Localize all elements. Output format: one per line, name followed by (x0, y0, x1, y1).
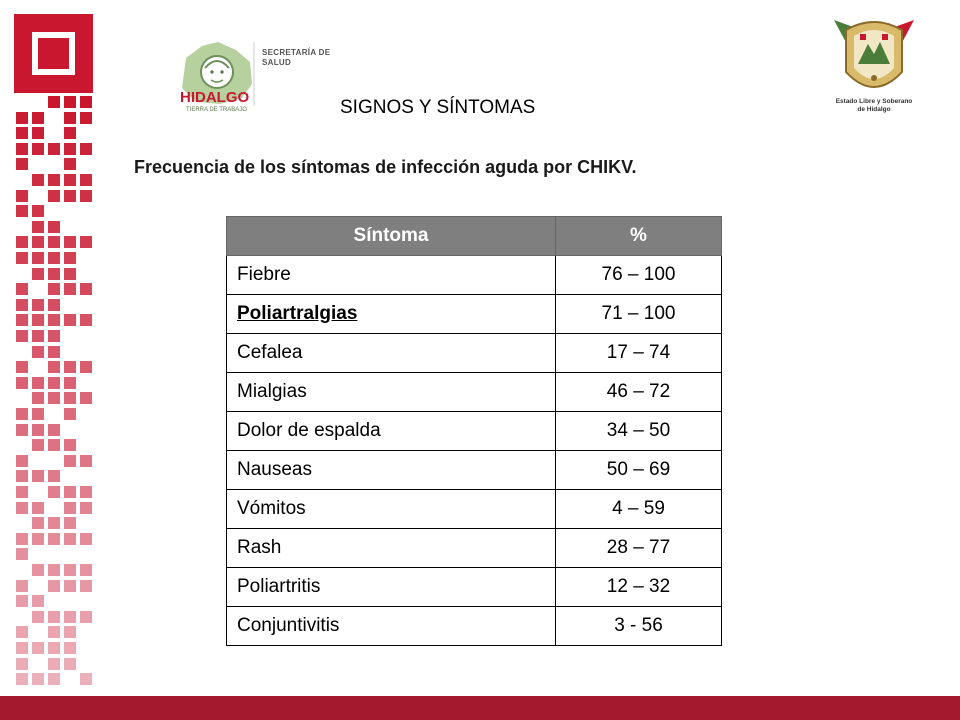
brand-square-core (43, 43, 64, 64)
table-row (227, 490, 722, 529)
mosaic-square (64, 190, 76, 202)
symptom-cell: Vómitos (227, 490, 556, 529)
mosaic-square (64, 408, 76, 420)
mosaic-square (48, 221, 60, 233)
mosaic-square (80, 361, 92, 373)
mosaic-square (64, 377, 76, 389)
mosaic-square (48, 252, 60, 264)
mosaic-square (16, 205, 28, 217)
mosaic-square (48, 658, 60, 670)
mosaic-square (48, 361, 60, 373)
mosaic-square (16, 486, 28, 498)
mosaic-square (32, 595, 44, 607)
mosaic-square (48, 143, 60, 155)
secretaria-line-2: SALUD (262, 58, 292, 67)
mosaic-square (48, 626, 60, 638)
mosaic-square (32, 642, 44, 654)
mosaic-square (80, 611, 92, 623)
mosaic-square (16, 455, 28, 467)
mosaic-square (32, 517, 44, 529)
mosaic-square (32, 346, 44, 358)
mosaic-square (32, 174, 44, 186)
mosaic-square (80, 190, 92, 202)
mosaic-square (16, 158, 28, 170)
mosaic-square (64, 127, 76, 139)
footer-bar (0, 696, 960, 720)
mosaic-square (16, 470, 28, 482)
mosaic-square (32, 611, 44, 623)
symptom-frequency-table (226, 216, 722, 646)
mosaic-square (64, 658, 76, 670)
mosaic-square (48, 268, 60, 280)
mosaic-square (32, 392, 44, 404)
table-row (227, 295, 722, 334)
mosaic-square (80, 314, 92, 326)
symptom-cell: Conjuntivitis (227, 607, 556, 646)
percent-range-cell: 50 – 69 (556, 451, 722, 490)
mosaic-square (16, 673, 28, 685)
percent-range-cell: 71 – 100 (556, 295, 722, 334)
coat-caption (818, 98, 930, 114)
table-row (227, 451, 722, 490)
mosaic-square (80, 533, 92, 545)
mosaic-square (64, 268, 76, 280)
mosaic-square (16, 314, 28, 326)
symptom-cell: Dolor de espalda (227, 412, 556, 451)
mosaic-square (64, 642, 76, 654)
mosaic-square (48, 533, 60, 545)
mosaic-square (48, 330, 60, 342)
mosaic-square (48, 190, 60, 202)
mosaic-square (32, 470, 44, 482)
mosaic-square (64, 283, 76, 295)
mosaic-square (64, 252, 76, 264)
mosaic-square (16, 548, 28, 560)
percent-range-cell: 28 – 77 (556, 529, 722, 568)
mosaic-square (48, 470, 60, 482)
coat-caption-line-1: Estado Libre y Soberano (835, 98, 913, 105)
symptom-cell: Poliartralgias (227, 295, 556, 334)
percent-range-cell: 17 – 74 (556, 334, 722, 373)
symptom-cell: Nauseas (227, 451, 556, 490)
mosaic-square (32, 143, 44, 155)
table-row (227, 412, 722, 451)
symptom-cell: Poliartritis (227, 568, 556, 607)
symptom-cell: Mialgias (227, 373, 556, 412)
coat-caption-line-2: de Hidalgo (857, 106, 891, 113)
mosaic-square (48, 424, 60, 436)
mosaic-square (80, 392, 92, 404)
page-title: SIGNOS Y SÍNTOMAS (340, 97, 536, 118)
symptom-cell: Rash (227, 529, 556, 568)
mosaic-square (16, 626, 28, 638)
mosaic-square (16, 642, 28, 654)
table-row (227, 568, 722, 607)
mosaic-square (48, 174, 60, 186)
mosaic-square (48, 236, 60, 248)
mosaic-square (32, 408, 44, 420)
mosaic-square (32, 127, 44, 139)
mosaic-square (16, 299, 28, 311)
mosaic-square (32, 564, 44, 576)
mosaic-square (80, 502, 92, 514)
mosaic-square (32, 673, 44, 685)
mosaic-square (48, 96, 60, 108)
mosaic-square (48, 673, 60, 685)
mosaic-square (32, 112, 44, 124)
percent-range-cell: 76 – 100 (556, 256, 722, 295)
mosaic-square (64, 517, 76, 529)
mosaic-square (64, 96, 76, 108)
mosaic-square (64, 236, 76, 248)
column-header-percent: % (556, 217, 722, 256)
mosaic-square (80, 486, 92, 498)
mosaic-square (80, 96, 92, 108)
mosaic-square (16, 127, 28, 139)
table-row (227, 373, 722, 412)
secretaria-label (262, 48, 330, 68)
symptom-cell: Fiebre (227, 256, 556, 295)
mosaic-square (64, 439, 76, 451)
mosaic-square (48, 346, 60, 358)
mosaic-square (16, 143, 28, 155)
mosaic-square (48, 486, 60, 498)
mosaic-square (80, 174, 92, 186)
mosaic-square (48, 517, 60, 529)
mosaic-square (64, 611, 76, 623)
mosaic-square (48, 314, 60, 326)
mosaic-square (32, 330, 44, 342)
percent-range-cell: 34 – 50 (556, 412, 722, 451)
mosaic-square (16, 283, 28, 295)
mosaic-square (16, 252, 28, 264)
mosaic-square (64, 143, 76, 155)
mosaic-square (16, 533, 28, 545)
mosaic-square (16, 424, 28, 436)
column-header-symptom: Síntoma (227, 217, 556, 256)
mosaic-square (80, 236, 92, 248)
percent-range-cell: 46 – 72 (556, 373, 722, 412)
table-row (227, 529, 722, 568)
mosaic-square (32, 252, 44, 264)
mosaic-square (64, 626, 76, 638)
mosaic-square (16, 658, 28, 670)
symptom-cell: Cefalea (227, 334, 556, 373)
mosaic-square (80, 283, 92, 295)
mosaic-square (16, 580, 28, 592)
percent-range-cell: 3 - 56 (556, 607, 722, 646)
mosaic-square (16, 236, 28, 248)
mosaic-square (48, 580, 60, 592)
mosaic-square (64, 502, 76, 514)
mosaic-square (64, 158, 76, 170)
mosaic-square (80, 112, 92, 124)
table-row (227, 607, 722, 646)
brand-square-logo (14, 14, 93, 93)
mosaic-square (80, 564, 92, 576)
mosaic-square (48, 439, 60, 451)
mosaic-square (32, 221, 44, 233)
mosaic-square (32, 268, 44, 280)
table-caption: Frecuencia de los síntomas de infección aguda por CHIKV. (134, 157, 637, 177)
mosaic-square (64, 314, 76, 326)
mosaic-square (64, 486, 76, 498)
mosaic-square (16, 361, 28, 373)
percent-range-cell: 12 – 32 (556, 568, 722, 607)
mosaic-square (16, 408, 28, 420)
mosaic-square (32, 314, 44, 326)
mosaic-square (48, 642, 60, 654)
mosaic-square (32, 424, 44, 436)
mosaic-square (64, 580, 76, 592)
mosaic-square (64, 533, 76, 545)
hidalgo-tagline-text: TIERRA DE TRABAJO (186, 107, 247, 113)
mosaic-square (48, 564, 60, 576)
mosaic-square (64, 455, 76, 467)
mosaic-square (80, 143, 92, 155)
mosaic-square (32, 439, 44, 451)
mosaic-square (64, 392, 76, 404)
mosaic-square (16, 595, 28, 607)
mosaic-square (16, 377, 28, 389)
mosaic-square (32, 502, 44, 514)
mosaic-square (16, 190, 28, 202)
mosaic-square (48, 611, 60, 623)
mosaic-square (64, 564, 76, 576)
mosaic-square (32, 236, 44, 248)
decorative-mosaic (0, 96, 100, 696)
mosaic-square (16, 502, 28, 514)
hidalgo-secretaria-logo (160, 32, 340, 116)
mosaic-square (32, 205, 44, 217)
mosaic-square (48, 377, 60, 389)
hidalgo-brand-text: HIDALGO (180, 89, 250, 106)
mosaic-square (64, 174, 76, 186)
table-row (227, 334, 722, 373)
mosaic-square (32, 299, 44, 311)
secretaria-line-1: SECRETARÍA DE (262, 48, 331, 57)
mosaic-square (32, 533, 44, 545)
mosaic-square (16, 112, 28, 124)
mosaic-square (48, 392, 60, 404)
table-header-row (227, 217, 722, 256)
mosaic-square (64, 361, 76, 373)
mosaic-square (80, 455, 92, 467)
percent-range-cell: 4 – 59 (556, 490, 722, 529)
mosaic-square (48, 283, 60, 295)
mosaic-square (32, 377, 44, 389)
table-row (227, 256, 722, 295)
mosaic-square (64, 112, 76, 124)
mosaic-square (48, 299, 60, 311)
mosaic-square (16, 330, 28, 342)
mosaic-square (80, 673, 92, 685)
mosaic-square (80, 580, 92, 592)
